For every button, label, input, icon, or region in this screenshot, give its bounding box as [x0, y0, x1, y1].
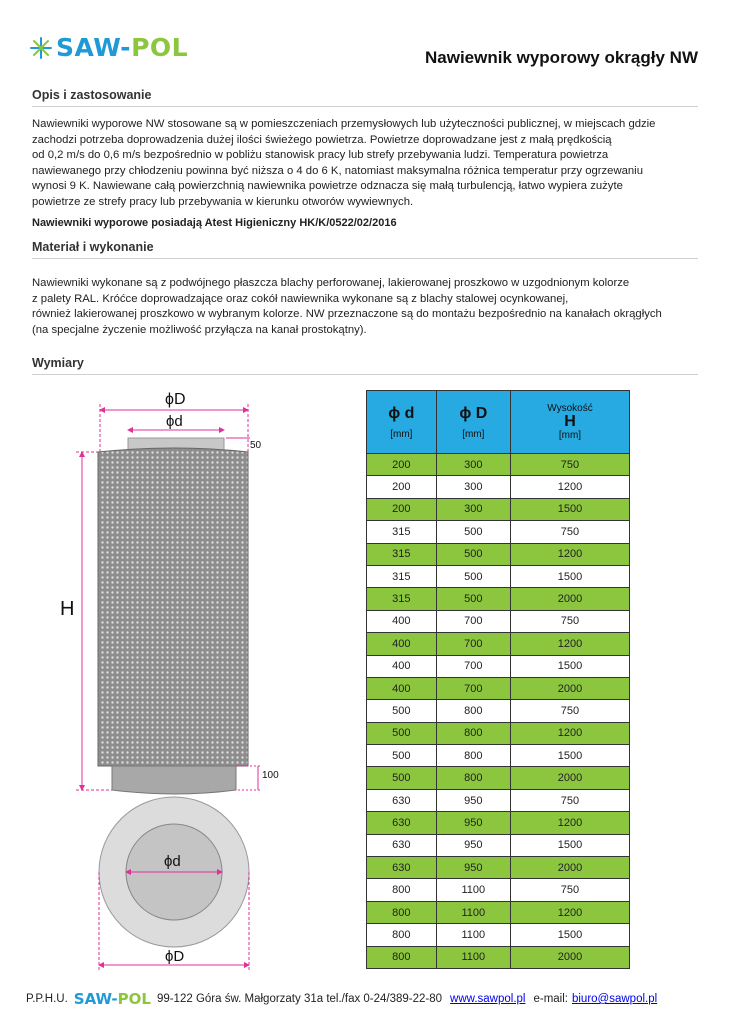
table-row: [367, 543, 630, 565]
footer-logo: SAW-POL: [73, 990, 151, 1008]
cell-d: 500: [367, 700, 437, 722]
cell-d: 630: [367, 789, 437, 811]
cell-H: 1200: [510, 543, 629, 565]
cell-D: 500: [436, 565, 510, 587]
cell-D: 800: [436, 767, 510, 789]
cell-H: 1500: [510, 924, 629, 946]
table-row: [367, 834, 630, 856]
material-line: Nawiewniki wykonane są z podwójnego płaszcza blachy perforowanej, lakierowanej proszkowo w uzgodnionym kolorze: [32, 277, 630, 289]
page-title: Nawiewnik wyporowy okrągły NW: [424, 48, 698, 67]
snowflake-leaf-icon: [30, 37, 52, 59]
table-row: [367, 454, 630, 476]
cell-H: 2000: [510, 946, 629, 968]
cell-d: 630: [367, 834, 437, 856]
col-header-H: Wysokość H [mm]: [510, 391, 629, 454]
cell-d: 800: [367, 901, 437, 923]
perforated-body: [98, 448, 248, 766]
dimension-drawing: [40, 380, 300, 980]
col-header-d: ϕ d [mm]: [367, 391, 437, 454]
logo-wordmark: SAW-POL: [56, 33, 189, 62]
cell-H: 750: [510, 700, 629, 722]
cell-H: 2000: [510, 588, 629, 610]
cell-d: 315: [367, 543, 437, 565]
label-d-bottom: ϕd: [164, 853, 181, 870]
cell-H: 1200: [510, 633, 629, 655]
material-line: (na specjalne życzenie możliwość przyłącza na kanał prostokątny).: [32, 323, 367, 336]
email-link[interactable]: biuro@sawpol.pl: [571, 993, 658, 1005]
cell-H: 2000: [510, 857, 629, 879]
cell-D: 300: [436, 498, 510, 520]
table-row: [367, 588, 630, 610]
label-50: 50: [250, 440, 262, 451]
table-row: [367, 521, 630, 543]
label-D-bottom: ϕD: [165, 948, 185, 965]
atest-note: Nawiewniki wyporowe posiadają Atest Higieniczny HK/K/0522/02/2016: [32, 217, 397, 229]
table-row: [367, 498, 630, 520]
cell-d: 800: [367, 879, 437, 901]
cell-d: 800: [367, 946, 437, 968]
cell-H: 750: [510, 454, 629, 476]
cell-d: 630: [367, 857, 437, 879]
label-H: H: [60, 598, 75, 620]
cell-D: 700: [436, 655, 510, 677]
cell-D: 1100: [436, 879, 510, 901]
table-row: [367, 655, 630, 677]
cell-d: 400: [367, 610, 437, 632]
table-row: [367, 677, 630, 699]
cell-H: 2000: [510, 677, 629, 699]
email-label: e-mail:: [533, 993, 568, 1005]
cell-d: 500: [367, 722, 437, 744]
cell-H: 750: [510, 610, 629, 632]
opis-line: nawiewanego przy chłodzeniu powinna być niższa o 4 do 6 K, natomiast maksymalna różnica temperatur przy ogrzewaniu: [32, 164, 643, 177]
table-row: [367, 633, 630, 655]
cell-D: 300: [436, 476, 510, 498]
label-D-top: ϕD: [165, 391, 186, 408]
table-row: [367, 924, 630, 946]
table-row: [367, 901, 630, 923]
cell-H: 1500: [510, 745, 629, 767]
cell-d: 400: [367, 677, 437, 699]
col-header-D: ϕ D [mm]: [436, 391, 510, 454]
cell-D: 700: [436, 610, 510, 632]
cell-H: 1200: [510, 722, 629, 744]
cell-D: 500: [436, 543, 510, 565]
cell-D: 800: [436, 700, 510, 722]
table-row: [367, 946, 630, 968]
opis-line: od 0,2 m/s do 0,6 m/s bezpośrednio w pobliżu stanowisk pracy lub strefy przebywania ludzi. Temperatura powietrza: [32, 149, 609, 162]
cell-d: 400: [367, 655, 437, 677]
cell-D: 1100: [436, 924, 510, 946]
cell-d: 500: [367, 745, 437, 767]
footer-prefix: P.P.H.U.: [26, 993, 68, 1005]
material-line: z palety RAL. Króćce doprowadzające oraz cokół nawiewnika wykonane są z blachy stalowej ocynkowanej,: [32, 292, 569, 305]
cell-H: 750: [510, 879, 629, 901]
cell-H: 1200: [510, 476, 629, 498]
opis-line: Nawiewniki wyporowe NW stosowane są w pomieszczeniach przemysłowych lub użyteczności publicznej, w miejscach gdzie: [32, 118, 656, 130]
cell-d: 630: [367, 812, 437, 834]
cell-d: 200: [367, 454, 437, 476]
website-link[interactable]: www.sawpol.pl: [450, 993, 526, 1005]
cell-D: 1100: [436, 946, 510, 968]
cell-H: 750: [510, 789, 629, 811]
company-logo: [30, 33, 188, 62]
table-row: [367, 789, 630, 811]
cell-H: 1500: [510, 834, 629, 856]
cell-D: 500: [436, 521, 510, 543]
table-row: [367, 722, 630, 744]
cell-d: 400: [367, 633, 437, 655]
label-100: 100: [262, 770, 279, 781]
table-row: [367, 565, 630, 587]
cell-d: 200: [367, 476, 437, 498]
section-heading-opis: Opis i zastosowanie: [32, 88, 698, 107]
cell-D: 800: [436, 745, 510, 767]
cell-d: 315: [367, 565, 437, 587]
table-row: [367, 767, 630, 789]
table-row: [367, 857, 630, 879]
material-line: również lakierowanej proszkowo w wybranym kolorze. NW przeznaczone są do montażu bezpośrednio na kanałach okrągłych: [32, 308, 662, 321]
table-row: [367, 745, 630, 767]
cell-D: 700: [436, 677, 510, 699]
footer-address: 99-122 Góra św. Małgorzaty 31a tel./fax 0-24/389-22-80: [156, 993, 443, 1005]
label-d-top: ϕd: [166, 413, 183, 430]
cell-D: 950: [436, 857, 510, 879]
cell-D: 1100: [436, 901, 510, 923]
cell-d: 500: [367, 767, 437, 789]
cell-H: 2000: [510, 767, 629, 789]
opis-line: zachodzi potrzeba doprowadzenia dużej ilości świeżego powietrza. Powietrze doprowadzane jest z małą prędkością: [32, 133, 612, 146]
cell-D: 700: [436, 633, 510, 655]
table-row: [367, 700, 630, 722]
cell-H: 1500: [510, 655, 629, 677]
footer: [26, 990, 657, 1008]
section-heading-wymiary: Wymiary: [32, 356, 698, 375]
cell-H: 1200: [510, 812, 629, 834]
cell-D: 950: [436, 789, 510, 811]
table-body: [367, 454, 630, 969]
cell-H: 1500: [510, 565, 629, 587]
opis-line: wynosi 9 K. Nawiewane całą powierzchnią nawiewnika powietrze odznacza się małą turbulencją, łatwo wypiera zużyte: [32, 180, 623, 193]
table-header-row: [367, 391, 630, 454]
opis-paragraph: [32, 117, 702, 211]
base-plinth: [112, 766, 236, 794]
cell-D: 500: [436, 588, 510, 610]
table-row: [367, 476, 630, 498]
cell-H: 1200: [510, 901, 629, 923]
cell-d: 800: [367, 924, 437, 946]
table-row: [367, 610, 630, 632]
cell-D: 800: [436, 722, 510, 744]
table-row: [367, 812, 630, 834]
cell-d: 315: [367, 521, 437, 543]
cell-H: 1500: [510, 498, 629, 520]
cell-H: 750: [510, 521, 629, 543]
section-heading-material: Materiał i wykonanie: [32, 240, 698, 259]
cell-D: 300: [436, 454, 510, 476]
opis-line: powietrze ze strefy pracy lub przebywania w kierunku otworów wywiewnych.: [32, 195, 414, 208]
dimensions-table: [366, 390, 630, 969]
cell-D: 950: [436, 834, 510, 856]
cell-d: 315: [367, 588, 437, 610]
cell-d: 200: [367, 498, 437, 520]
table-row: [367, 879, 630, 901]
material-paragraph: [32, 276, 702, 338]
cell-D: 950: [436, 812, 510, 834]
